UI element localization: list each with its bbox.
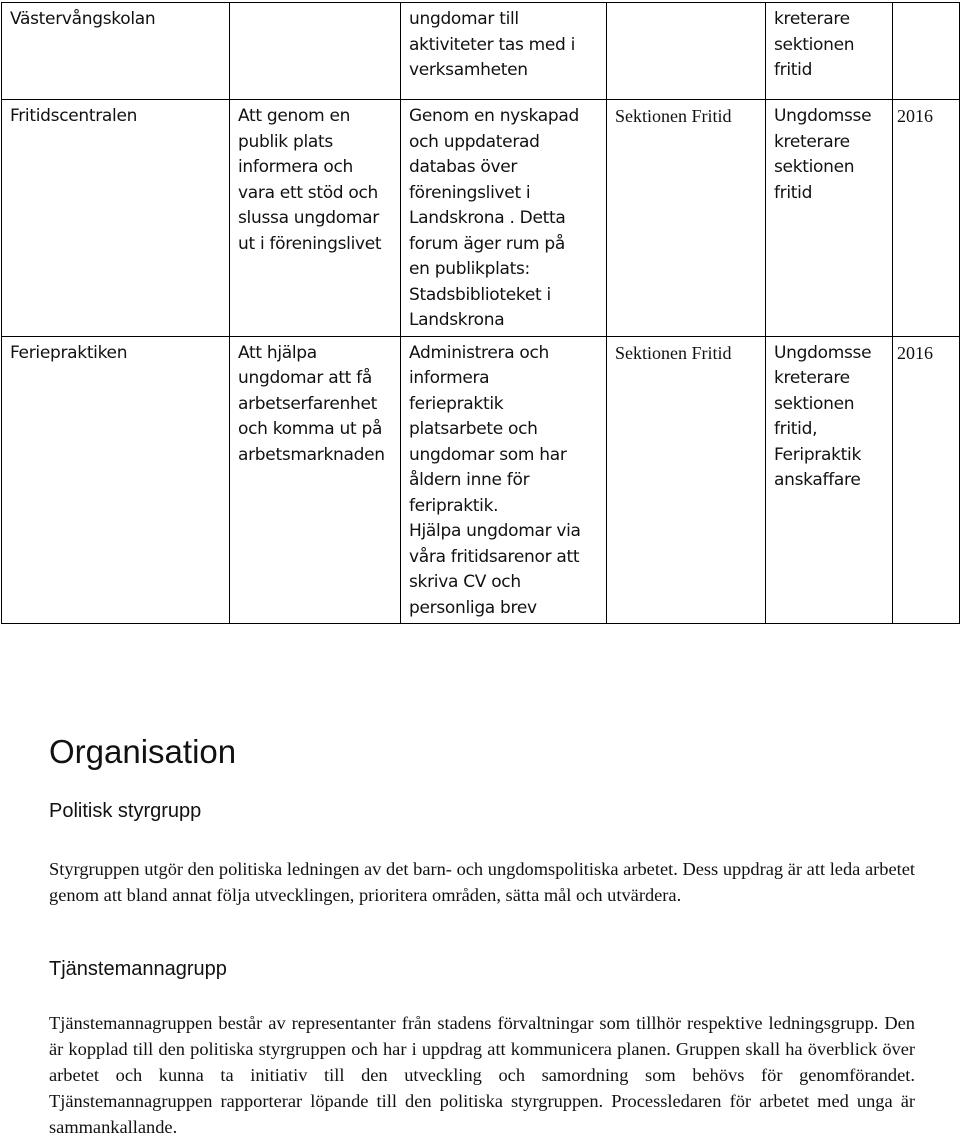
cell-goal <box>230 3 401 100</box>
activity-table <box>1 2 960 624</box>
section-title: Organisation <box>49 733 237 770</box>
cell-organization: Västervångskolan <box>2 3 230 100</box>
officials-group-paragraph: Tjänstemannagruppen består av representanter från stadens förvaltningar som tillhör respektive ledningsgrupp. Den är kopplad till den politiska styrgruppen och har i uppdrag att kommunicera planen. Gruppen skall ha överblick över arbetet och kunna ta initiativ till den utveckling och samordning som behövs för genomförandet. Tjänstemannagruppen rapporterar löpande till den politiska styrgruppen. Processledaren för arbetet med unga är sammankallande. <box>49 1013 915 1137</box>
cell-organization: Feriepraktiken <box>2 336 230 624</box>
cell-responsible: Sektionen Fritid <box>607 336 766 624</box>
cell-coordinator: Ungdomsse kreterare sektionen fritid, Feripraktik anskaffare <box>766 336 893 624</box>
cell-year <box>893 3 960 100</box>
political-group-heading: Politisk styrgrupp <box>49 800 202 822</box>
table-row <box>2 3 960 100</box>
cell-responsible: Sektionen Fritid <box>607 100 766 337</box>
cell-goal: Att genom en publik plats informera och vara ett stöd och slussa ungdomar ut i föreningslivet <box>230 100 401 337</box>
cell-coordinator: Ungdomsse kreterare sektionen fritid <box>766 100 893 337</box>
cell-responsible <box>607 3 766 100</box>
cell-activity: Administrera och informera feriepraktik platsarbete och ungdomar som har åldern inne för feripraktik. Hjälpa ungdomar via våra fritidsarenor att skriva CV och personliga brev <box>401 336 607 624</box>
cell-year: 2016 <box>893 100 960 337</box>
political-group-paragraph: Styrgruppen utgör den politiska ledningen av det barn- och ungdomspolitiska arbetet. Dess uppdrag är att leda arbetet genom att bland annat följa utvecklingen, prioritera områden, sätta mål och utvärdera. <box>49 859 915 905</box>
table-row <box>2 336 960 624</box>
cell-coordinator: kreterare sektionen fritid <box>766 3 893 100</box>
officials-group-heading: Tjänstemannagrupp <box>49 958 227 980</box>
cell-activity: Genom en nyskapad och uppdaterad databas över föreningslivet i Landskrona . Detta forum äger rum på en publikplats: Stadsbiblioteket i Landskrona <box>401 100 607 337</box>
cell-organization: Fritidscentralen <box>2 100 230 337</box>
cell-goal: Att hjälpa ungdomar att få arbetserfarenhet och komma ut på arbetsmarknaden <box>230 336 401 624</box>
cell-year: 2016 <box>893 336 960 624</box>
table-row <box>2 100 960 337</box>
cell-activity: ungdomar till aktiviteter tas med i verksamheten <box>401 3 607 100</box>
